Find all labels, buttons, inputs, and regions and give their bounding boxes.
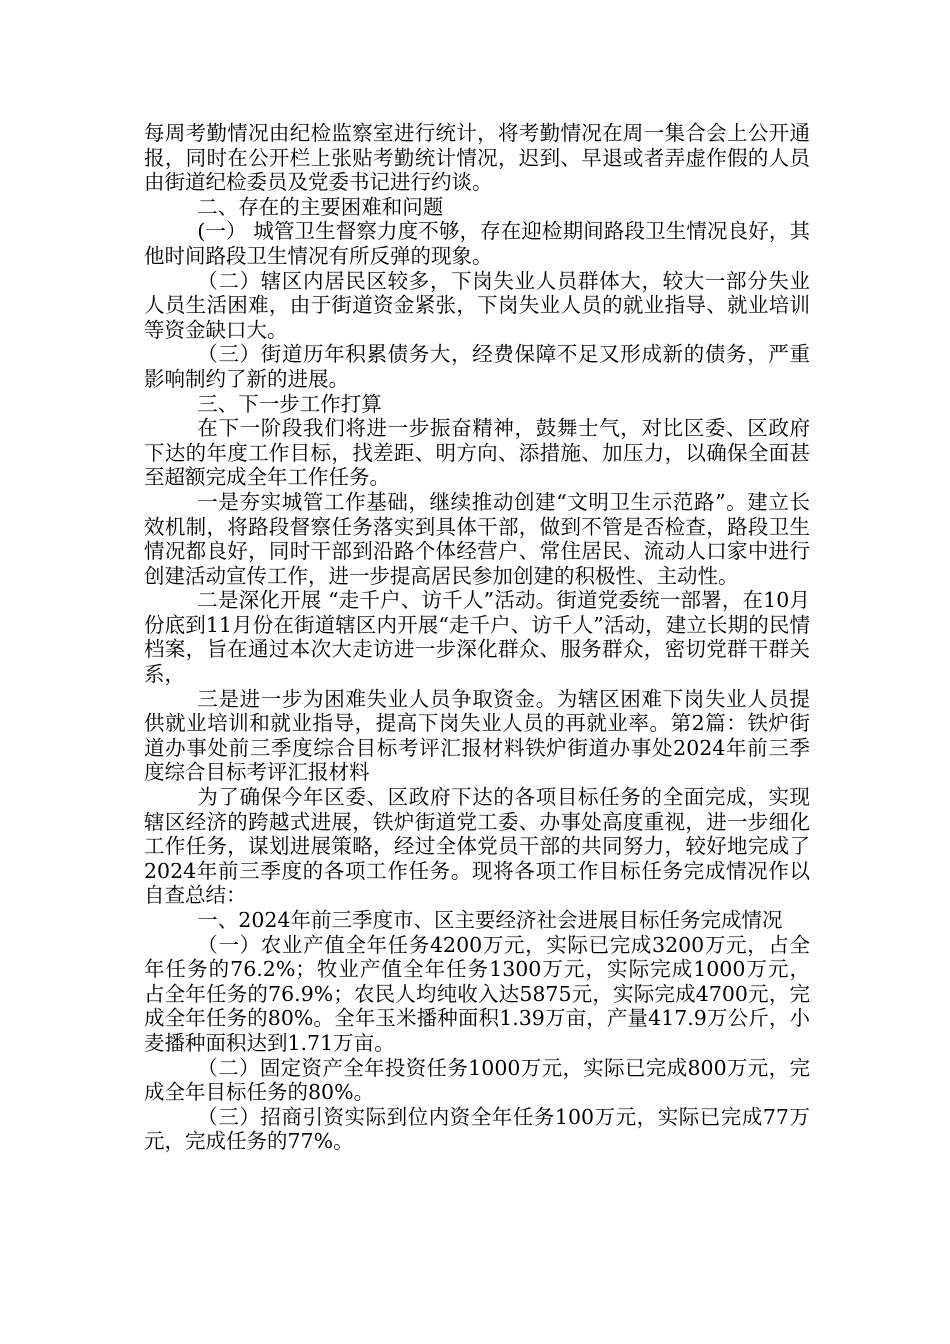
paragraph-next-3: 三是进一步为困难失业人员争取资金。为辖区困难下岗失业人员提供就业培训和就业指导，提高下岗失业人员的再就业率。第2篇：铁炉街道办事处前三季度综合目标考评汇报材料铁炉街道办事处2024年前三季度综合目标考评汇报材料 [144,686,810,785]
heading-next-steps: 三、下一步工作打算 [197,391,382,416]
paragraph-report-intro: 为了确保今年区委、区政府下达的各项目标任务的全面完成，实现辖区经济的跨越式进展，铁炉街道党工委、办事处高度重视，进一步细化工作任务，谋划进展策略，经过全体党员干部的共同努力，较好地完成了2024年前三季度的各项工作任务。现将各项工作目标任务完成情况作以自查总结： [144,785,810,908]
paragraph-target-1: （一）农业产值全年任务4200万元，实际已完成3200万元，占全年任务的76.2%；牧业产值全年任务1300万元，实际完成1000万元， 占全年任务的76.9%；农民人均纯收入达5875元，实际完成4700元，完成全年任务的80%。全年玉米播种面积1.39万亩，产量417.9万公斤，小麦播种面积达到1.71万亩。 [144,932,810,1055]
paragraph-target-2: （二）固定资产全年投资任务1000万元，实际已完成800万元，完成全年目标任务的80%。 [144,1055,810,1105]
paragraph-attendance: 每周考勤情况由纪检监察室进行统计，将考勤情况在周一集合会上公开通报，同时在公开栏上张贴考勤统计情况，迟到、早退或者弄虚作假的人员由街道纪检委员及党委书记进行约谈。 [144,121,810,195]
paragraph-problem-1: (一） 城管卫生督察力度不够，存在迎检期间路段卫生情况良好，其他时间路段卫生情况有所反弹的现象。 [144,219,810,268]
paragraph-next-2: 二是深化开展 “走千户、访千人”活动。街道党委统一部署，在10月份底到11月份在街道辖区内开展“走千户、访千人”活动，建立长期的民情档案，旨在通过本次大走访进一步深化群众、服务群众，密切党群干群关系， [144,588,810,687]
paragraph-next-intro: 在下一阶段我们将进一步振奋精神，鼓舞士气，对比区委、区政府下达的年度工作目标，找差距、明方向、添措施、加压力，以确保全面甚至超额完成全年工作任务。 [144,416,810,490]
paragraph-next-1: 一是夯实城管工作基础，继续推动创建“文明卫生示范路”。建立长效机制，将路段督察任务落实到具体干部，做到不管是否检查，路段卫生情况都良好，同时干部到沿路个体经营户、常住居民、流动人口家中进行创建活动宣传工作，进一步提高居民参加创建的积极性、主动性。 [144,489,810,588]
document-body [144,121,810,1154]
paragraph-target-3: （三）招商引资实际到位内资全年任务100万元，实际已完成77万元，完成任务的77%。 [144,1104,810,1154]
paragraph-problem-3: （三）街道历年积累债务大，经费保障不足又形成新的债务，严重影响制约了新的进展。 [144,342,810,391]
heading-problems: 二、存在的主要困难和问题 [197,194,444,219]
paragraph-problem-2: （二）辖区内居民区较多，下岗失业人员群体大，较大一部分失业人员生活困难，由于街道资金紧张，下岗失业人员的就业指导、就业培训等资金缺口大。 [144,268,810,342]
heading-targets: 一、2024年前三季度市、区主要经济社会进展目标任务完成情况 [197,908,783,932]
